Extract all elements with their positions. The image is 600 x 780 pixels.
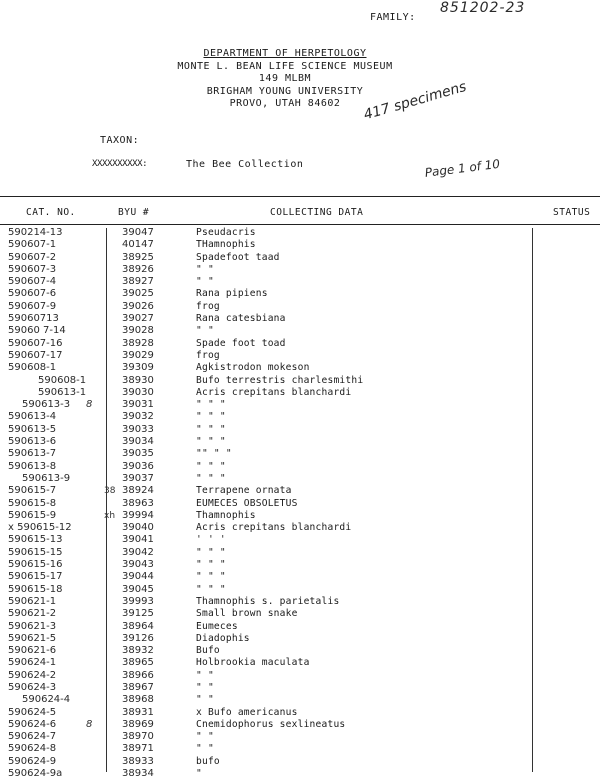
collecting-data-cell: " "	[196, 681, 214, 693]
cat-no-cell: 590608-1	[8, 362, 57, 374]
byu-number-cell: 39030	[122, 386, 154, 398]
byu-number-cell: 38928	[122, 337, 154, 349]
cat-no-cell: 590615-15	[8, 546, 63, 558]
cat-no-cell: 590624-9	[8, 755, 57, 767]
cat-no-cell: 590621-1	[8, 595, 57, 607]
collecting-data-cell: Eumeces	[196, 620, 238, 632]
table-row	[0, 313, 600, 325]
byu-number-cell: 39029	[122, 349, 154, 361]
cat-no-cell: 590607-9	[8, 300, 57, 312]
cat-no-cell: 590615-9	[8, 509, 57, 521]
cat-no-cell: 590607-1	[8, 239, 57, 251]
collecting-data-cell: Small brown snake	[196, 608, 298, 620]
byu-number-cell: 39993	[122, 595, 154, 607]
byu-number-cell: 39040	[122, 522, 154, 534]
cat-no-cell: 590607-3	[8, 263, 57, 275]
collecting-data-cell: Rana catesbiana	[196, 313, 286, 325]
collecting-data-cell: " " "	[196, 399, 226, 411]
collecting-data-cell: Thamnophis s. parietalis	[196, 595, 340, 607]
table-row	[0, 424, 600, 436]
table-row	[0, 325, 600, 337]
collecting-data-cell: " "	[196, 276, 214, 288]
struck-prefix: xh	[104, 510, 116, 521]
collecting-data-cell: Diadophis	[196, 632, 250, 644]
cat-no-cell: 590621-5	[8, 632, 57, 644]
byu-number-cell: 39037	[122, 472, 154, 484]
table-row	[0, 375, 600, 387]
byu-number-cell: 39042	[122, 546, 154, 558]
university-name: BRIGHAM YOUNG UNIVERSITY	[206, 85, 364, 97]
cat-no-cell: 590624-9a	[8, 768, 63, 780]
table-row	[0, 461, 600, 473]
byu-number-cell: 38965	[122, 657, 154, 669]
cat-no-cell: 590613-6	[8, 436, 57, 448]
table-row	[0, 448, 600, 460]
byu-number-cell: 38967	[122, 681, 154, 693]
taxon-label: TAXON:	[100, 135, 140, 146]
table-row	[0, 768, 600, 780]
table-row	[0, 756, 600, 768]
table-row	[0, 694, 600, 706]
collecting-data-cell: "" " "	[196, 448, 232, 460]
table-row	[0, 399, 600, 411]
cat-no-cell: 590624-1	[8, 657, 57, 669]
collecting-data-cell: " " "	[196, 411, 226, 423]
column-header-status: STATUS	[553, 207, 591, 218]
table-row	[0, 436, 600, 448]
collecting-data-cell: " "	[196, 743, 214, 755]
table-row	[0, 411, 600, 423]
column-header-byu: BYU #	[118, 207, 150, 218]
byu-number-cell: 38927	[122, 276, 154, 288]
specimen-count-note: 417 specimens	[362, 78, 469, 124]
table-row	[0, 657, 600, 669]
cat-no-cell: 590615-18	[8, 583, 63, 595]
cat-no-cell: 590613-9	[22, 472, 71, 484]
divider-top	[0, 196, 600, 197]
byu-number-cell: 39033	[122, 423, 154, 435]
collection-name: The Bee Collection	[186, 159, 304, 170]
table-row	[0, 387, 600, 399]
byu-number-cell: 38932	[122, 645, 154, 657]
collecting-data-cell: " " "	[196, 423, 226, 435]
department-name: DEPARTMENT OF HERPETOLOGY	[203, 48, 367, 59]
table-row	[0, 301, 600, 313]
table-row	[0, 633, 600, 645]
cat-no-cell: 590615-8	[8, 497, 57, 509]
byu-number-cell: 39309	[122, 362, 154, 374]
cat-no-cell: 590621-6	[8, 645, 57, 657]
byu-number-cell: 38926	[122, 263, 154, 275]
cat-no-cell: 590613-1	[38, 386, 87, 398]
collecting-data-cell: " " "	[196, 436, 226, 448]
cat-no-cell: 590613-8	[8, 460, 57, 472]
table-row	[0, 473, 600, 485]
table-row	[0, 362, 600, 374]
collecting-data-cell: " " "	[196, 472, 226, 484]
table-row	[0, 485, 600, 497]
collecting-data-cell: bufo	[196, 755, 220, 767]
cat-no-cell: 590607-17	[8, 349, 63, 361]
byu-number-cell: 39026	[122, 300, 154, 312]
byu-number-cell: 39027	[122, 313, 154, 325]
collecting-data-cell: Spadefoot taad	[196, 251, 280, 263]
byu-number-cell: 38964	[122, 620, 154, 632]
byu-number-cell: 38924	[122, 485, 154, 497]
byu-number-cell: 39035	[122, 448, 154, 460]
struck-prefix: 38	[104, 486, 116, 497]
cat-no-cell: 59060 7-14	[8, 325, 66, 337]
cat-no-cell: 590607-16	[8, 337, 63, 349]
struck-out-text: XXXXXXXXXX:	[92, 159, 148, 169]
byu-number-cell: 38963	[122, 497, 154, 509]
collecting-data-cell: " "	[196, 325, 214, 337]
byu-number-cell: 40147	[122, 239, 154, 251]
table-row	[0, 510, 600, 522]
byu-number-cell: 38931	[122, 706, 154, 718]
margin-mark: 8	[86, 399, 93, 411]
collecting-data-cell: "	[196, 768, 202, 780]
table-row	[0, 596, 600, 608]
byu-number-cell: 38969	[122, 718, 154, 730]
collecting-data-cell: " "	[196, 263, 214, 275]
collecting-data-cell: Pseudacris	[196, 227, 256, 238]
margin-mark: 8	[86, 718, 93, 730]
collecting-data-cell: frog	[196, 349, 220, 361]
byu-number-cell: 39041	[122, 534, 154, 546]
city-address: PROVO, UTAH 84602	[229, 98, 341, 109]
cat-no-cell: 590621-2	[8, 608, 57, 620]
collecting-data-cell: " "	[196, 694, 214, 706]
collecting-data-cell: Cnemidophorus sexlineatus	[196, 718, 346, 730]
collecting-data-cell: Acris crepitans blanchardi	[196, 522, 352, 534]
collecting-data-cell: " " "	[196, 546, 226, 558]
catalog-table-body	[0, 227, 600, 780]
collecting-data-cell: " "	[196, 731, 214, 743]
cat-no-cell: 590624-2	[8, 669, 57, 681]
byu-number-cell: 39036	[122, 460, 154, 472]
table-row	[0, 621, 600, 633]
collecting-data-cell: THamnophis	[196, 239, 256, 251]
collecting-data-cell: Rana pipiens	[196, 288, 268, 300]
table-row	[0, 571, 600, 583]
table-row	[0, 731, 600, 743]
byu-number-cell: 38934	[122, 768, 154, 780]
table-row	[0, 584, 600, 596]
byu-number-cell: 38966	[122, 669, 154, 681]
byu-number-cell: 39044	[122, 571, 154, 583]
byu-number-cell: 39028	[122, 325, 154, 337]
byu-number-cell: 38968	[122, 694, 154, 706]
table-row	[0, 264, 600, 276]
collecting-data-cell: EUMECES OBSOLETUS	[196, 497, 298, 509]
cat-no-cell: 59060713	[8, 313, 59, 325]
cat-no-cell: 590621-3	[8, 620, 57, 632]
byu-number-cell: 39034	[122, 436, 154, 448]
table-row	[0, 522, 600, 534]
byu-number-cell: 39047	[122, 227, 154, 238]
table-row	[0, 743, 600, 755]
letterhead	[150, 48, 420, 111]
table-row	[0, 239, 600, 251]
byu-number-cell: 39032	[122, 411, 154, 423]
museum-name: MONTE L. BEAN LIFE SCIENCE MUSEUM	[177, 60, 393, 72]
family-label: FAMILY:	[370, 12, 416, 23]
byu-number-cell: 39045	[122, 583, 154, 595]
table-row	[0, 350, 600, 362]
room-number: 149 MLBM	[258, 73, 312, 84]
byu-number-cell: 38933	[122, 755, 154, 767]
cat-no-cell: 590624-5	[8, 706, 57, 718]
table-row	[0, 534, 600, 546]
collecting-data-cell: Agkistrodon mokeson	[196, 362, 310, 374]
cat-no-cell: 590615-16	[8, 559, 63, 571]
byu-number-cell: 39125	[122, 608, 154, 620]
collecting-data-cell: " " "	[196, 460, 226, 472]
column-header-cat-no: CAT. NO.	[26, 207, 76, 218]
cat-no-cell: 590624-3	[8, 681, 57, 693]
column-header-collecting-data: COLLECTING DATA	[270, 207, 364, 218]
cat-no-cell: 590624-7	[8, 731, 57, 743]
table-row	[0, 338, 600, 350]
cat-no-cell: 590613-4	[8, 411, 57, 423]
table-row	[0, 670, 600, 682]
collecting-data-cell: Terrapene ornata	[196, 485, 292, 497]
collecting-data-cell: Holbrookia maculata	[196, 657, 310, 669]
collecting-data-cell: Bufo terrestris charlesmithi	[196, 374, 364, 386]
cat-no-cell: 590613-5	[8, 423, 57, 435]
byu-number-cell: 39994	[122, 509, 154, 521]
cat-no-cell: 590624-4	[22, 694, 71, 706]
table-row	[0, 288, 600, 300]
cat-no-cell: 590615-7	[8, 485, 57, 497]
collecting-data-cell: Acris crepitans blanchardi	[196, 386, 352, 398]
cat-no-cell: 590613-7	[8, 448, 57, 460]
table-row	[0, 559, 600, 571]
collecting-data-cell: " "	[196, 669, 214, 681]
cat-no-cell: 590615-17	[8, 571, 63, 583]
byu-number-cell: 39025	[122, 288, 154, 300]
byu-number-cell: 38971	[122, 743, 154, 755]
table-row	[0, 707, 600, 719]
collecting-data-cell: frog	[196, 300, 220, 312]
cat-no-cell: 590624-8	[8, 743, 57, 755]
byu-number-cell: 39043	[122, 559, 154, 571]
cat-no-cell: 590607-4	[8, 276, 57, 288]
cat-no-cell: 590607-6	[8, 288, 57, 300]
cat-no-cell: 590608-1	[38, 374, 87, 386]
table-row	[0, 498, 600, 510]
cat-no-cell: 590615-13	[8, 534, 63, 546]
byu-number-cell: 39031	[122, 399, 154, 411]
collecting-data-cell: " " "	[196, 571, 226, 583]
collecting-data-cell: " " "	[196, 559, 226, 571]
table-row	[0, 645, 600, 657]
cat-no-cell: x 590615-12	[8, 522, 72, 534]
table-row	[0, 252, 600, 264]
table-row	[0, 227, 600, 239]
family-number: 851202-23	[440, 0, 526, 16]
byu-number-cell: 38925	[122, 251, 154, 263]
collecting-data-cell: ' ' '	[196, 534, 226, 546]
table-row	[0, 276, 600, 288]
table-row	[0, 682, 600, 694]
cat-no-cell: 590624-6	[8, 718, 57, 730]
divider-header-bottom	[0, 224, 600, 225]
cat-no-cell: 590214-13	[8, 227, 63, 238]
byu-number-cell: 39126	[122, 632, 154, 644]
collecting-data-cell: Thamnophis	[196, 509, 256, 521]
collecting-data-cell: Spade foot toad	[196, 337, 286, 349]
collecting-data-cell: x Bufo americanus	[196, 706, 298, 718]
byu-number-cell: 38930	[122, 374, 154, 386]
table-row	[0, 608, 600, 620]
table-row	[0, 547, 600, 559]
collecting-data-cell: Bufo	[196, 645, 220, 657]
cat-no-cell: 590607-2	[8, 251, 57, 263]
page-number-note: Page 1 of 10	[424, 156, 501, 180]
collecting-data-cell: " " "	[196, 583, 226, 595]
cat-no-cell: 590613-3	[22, 399, 71, 411]
table-row	[0, 719, 600, 731]
byu-number-cell: 38970	[122, 731, 154, 743]
